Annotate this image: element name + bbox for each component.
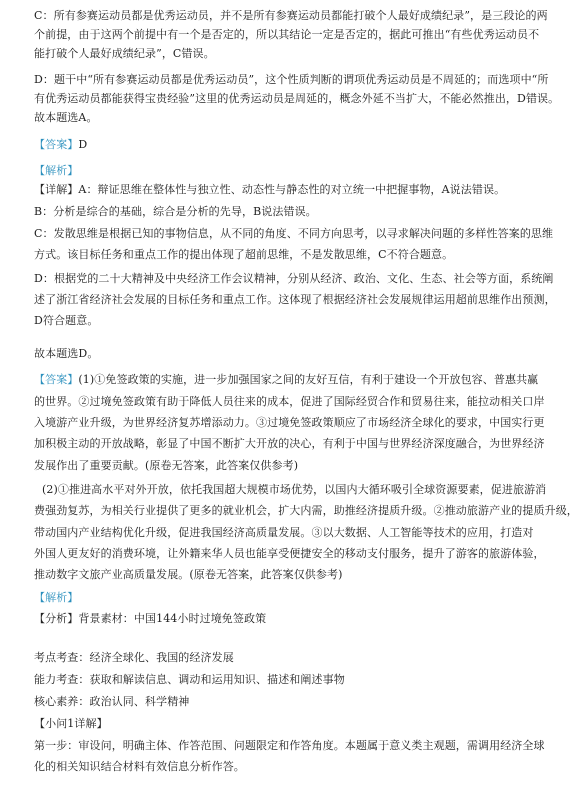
text-line: 核心素养：政治认同、科学精神	[34, 695, 190, 708]
text-line: 能力考查：获取和解读信息、调动和运用知识、描述和阐述事物	[34, 673, 345, 686]
text-line: 费强劲复苏，为相关行业提供了更多的就业机会，扩大内需，助推经济提质升级。②推动旅游产业的提质升级，	[34, 504, 578, 517]
analysis-heading: 【解析】	[34, 164, 79, 177]
analysis-heading: 【解析】	[34, 591, 79, 604]
text-line: 的世界。②过境免签政策有助于降低人员往来的成本，促进了国际经贸合作和贸易往来，能拉动相关口岸	[34, 395, 545, 408]
text-line: 个前提，由于这两个前提中有一个是否定的，所以其结论一定是否定的，据此可推出“有些优秀运动员不	[34, 28, 540, 41]
text-line: 发展作出了重要贡献。(原卷无答案，此答案仅供参考)	[34, 459, 299, 472]
answer-tag: 【答案】	[34, 373, 79, 386]
text-line: C：所有参赛运动员都是优秀运动员，并不是所有参赛运动员都能打破个人最好成绩纪录”，是三段论的两	[34, 9, 548, 22]
answer-label	[34, 137, 504, 152]
text-line: 【详解】A：辩证思维在整体性与独立性、动态性与静态性的对立统一中把握事物，A说法错误。	[34, 183, 506, 196]
text-line: 故本题选A。	[34, 111, 98, 124]
answer-block	[34, 372, 539, 387]
answer-text: (1)①免签政策的实施，进一步加强国家之间的友好互信，有利于建设一个开放包容、普惠共赢	[78, 373, 539, 386]
text-line: B：分析是综合的基础，综合是分析的先导，B说法错误。	[34, 205, 317, 218]
answer-tag: 【答案】	[34, 138, 79, 151]
text-line: 方式。该目标任务和重点工作的提出体现了超前思维，不是发散思维，C不符合题意。	[34, 248, 454, 261]
text-line: 故本题选D。	[34, 347, 99, 360]
text-line: 入境游产业升级，为世界经济复苏增添动力。③过境免签政策顺应了市场经济全球化的要求，中国实行更	[34, 416, 545, 429]
text-line: 推动数字文旅产业高质量发展。(原卷无答案，此答案仅供参考)	[34, 568, 343, 581]
text-line: 【分析】背景素材：中国144小时过境免签政策	[34, 612, 267, 625]
text-line: (2)①推进高水平对外开放，依托我国超大规模市场优势，以国内大循环吸引全球资源要素，促进旅游消	[42, 483, 547, 496]
text-line: C：发散思维是根据已知的事物信息，从不同的角度、不同方向思考，以寻求解决问题的多样性答案的思维	[34, 227, 554, 240]
subquestion-heading: 【小问1详解】	[34, 717, 108, 730]
text-line: D：题干中“所有参赛运动员都是优秀运动员”，这个性质判断的谓项优秀运动员是不周延的；而选项中“所	[34, 73, 549, 86]
text-line: 第一步：审设问，明确主体、作答范围、问题限定和作答角度。本题属于意义类主观题，需调用经济全球	[34, 739, 545, 752]
text-line: 加积极主动的开放战略，彰显了中国不断扩大开放的决心，有利于中国与世界经济深度融合，为世界经济	[34, 437, 545, 450]
text-line: 能打破个人最好成绩纪录”，C错误。	[34, 47, 215, 60]
text-line: 带动国内产业结构优化升级，促进我国经济高质量发展。③以大数据、人工智能等技术的应用，打造对	[34, 526, 534, 539]
text-line: 有优秀运动员都能获得宝贵经验”这里的优秀运动员是周延的，概念外延不当扩大，不能必然推出，D错误。	[34, 92, 560, 105]
text-line: 考点考查：经济全球化、我国的经济发展	[34, 651, 234, 664]
text-line: 化的相关知识结合材料有效信息分析作答。	[34, 760, 245, 773]
text-line: D符合题意。	[34, 314, 99, 327]
text-line: 外国人更友好的消费环境，让外籍来华人员也能享受便捷安全的移动支付服务，提升了游客的旅游体验，	[34, 547, 545, 560]
text-line: 述了浙江省经济社会发展的目标任务和重点工作。这体现了根据经济社会发展规律运用超前思维作出预测，	[34, 293, 556, 306]
text-line: D：根据党的二十大精神及中央经济工作会议精神，分别从经济、政治、文化、生态、社会等方面，系统阐	[34, 272, 554, 285]
answer-text: D	[78, 138, 88, 151]
